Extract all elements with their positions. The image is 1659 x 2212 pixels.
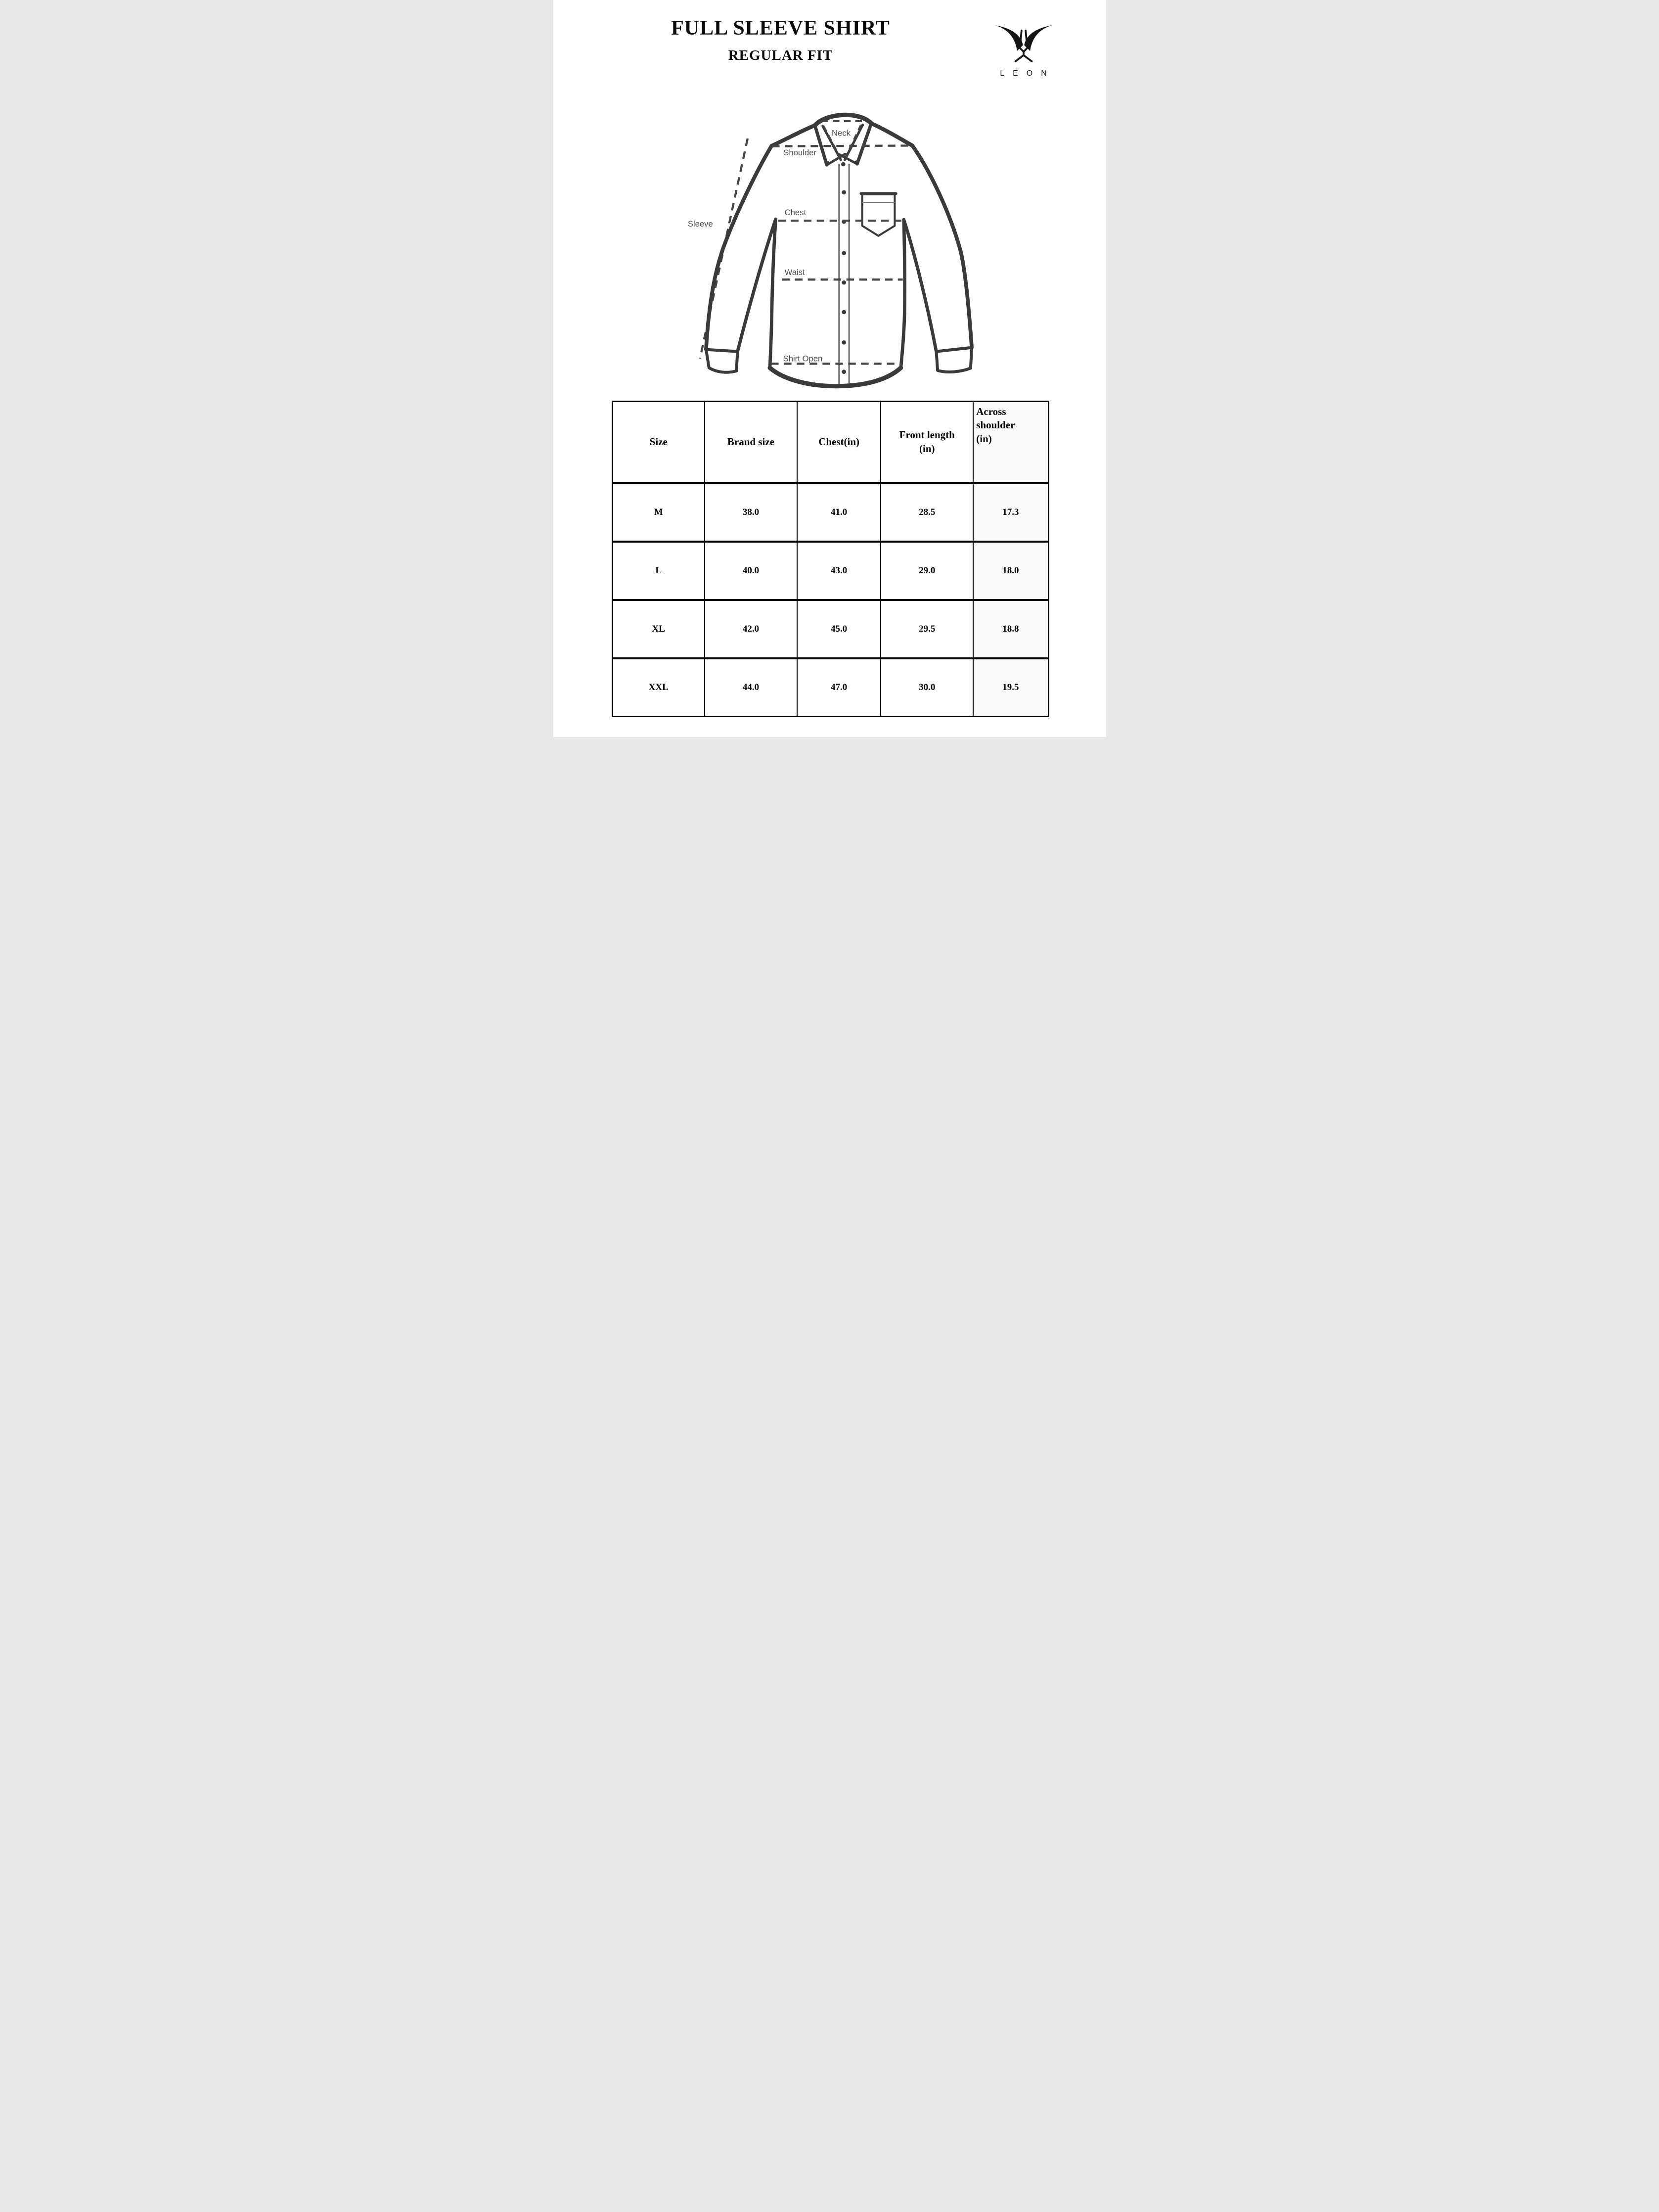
page-title: FULL SLEEVE SHIRT bbox=[671, 17, 890, 40]
cell-size: M bbox=[612, 483, 705, 542]
size-table bbox=[612, 401, 1049, 717]
shirt-measurement-diagram bbox=[682, 103, 986, 393]
size-table-header-row bbox=[612, 402, 1048, 483]
cell-brand-size: 42.0 bbox=[705, 600, 797, 658]
cell-brand-size: 40.0 bbox=[705, 542, 797, 600]
table-row-xl bbox=[612, 600, 1048, 658]
cell-size: L bbox=[612, 542, 705, 600]
cell-across-shoulder: 19.5 bbox=[973, 658, 1048, 717]
cell-size: XXL bbox=[612, 658, 705, 717]
col-header-size: Size bbox=[612, 402, 705, 483]
col-header-across-shoulder: Across shoulder (in) bbox=[973, 402, 1048, 483]
cell-across-shoulder: 17.3 bbox=[973, 483, 1048, 542]
shirt-buttons bbox=[826, 160, 857, 374]
cell-front-length: 28.5 bbox=[881, 483, 973, 542]
table-row-m bbox=[612, 483, 1048, 542]
cell-size: XL bbox=[612, 600, 705, 658]
col-header-chest: Chest(in) bbox=[797, 402, 881, 483]
table-row-xxl bbox=[612, 658, 1048, 717]
cell-front-length: 29.0 bbox=[881, 542, 973, 600]
col-header-front-length: Front length (in) bbox=[881, 402, 973, 483]
brand-wordmark: LEON bbox=[1000, 69, 1055, 78]
cell-front-length: 30.0 bbox=[881, 658, 973, 717]
chest-label: Chest bbox=[784, 207, 806, 217]
sleeve-label: Sleeve bbox=[687, 219, 713, 229]
shoulder-label: Shoulder bbox=[783, 148, 816, 158]
col-header-brand-size: Brand size bbox=[705, 402, 797, 483]
size-chart-page bbox=[553, 0, 1106, 737]
lion-logo-icon bbox=[993, 21, 1054, 64]
neck-label: Neck bbox=[831, 128, 851, 138]
cell-across-shoulder: 18.0 bbox=[973, 542, 1048, 600]
brand-logo bbox=[984, 21, 1063, 78]
shoulder-dash-line bbox=[772, 145, 912, 146]
cell-chest: 41.0 bbox=[797, 483, 881, 542]
cell-brand-size: 38.0 bbox=[705, 483, 797, 542]
cell-brand-size: 44.0 bbox=[705, 658, 797, 717]
shirt-open-label: Shirt Open bbox=[783, 354, 822, 364]
cell-across-shoulder: 18.8 bbox=[973, 600, 1048, 658]
header bbox=[628, 17, 934, 64]
cell-chest: 45.0 bbox=[797, 600, 881, 658]
cell-chest: 47.0 bbox=[797, 658, 881, 717]
page-subtitle: REGULAR FIT bbox=[728, 47, 833, 64]
cell-front-length: 29.5 bbox=[881, 600, 973, 658]
cell-chest: 43.0 bbox=[797, 542, 881, 600]
waist-label: Waist bbox=[784, 268, 805, 277]
table-row-l bbox=[612, 542, 1048, 600]
